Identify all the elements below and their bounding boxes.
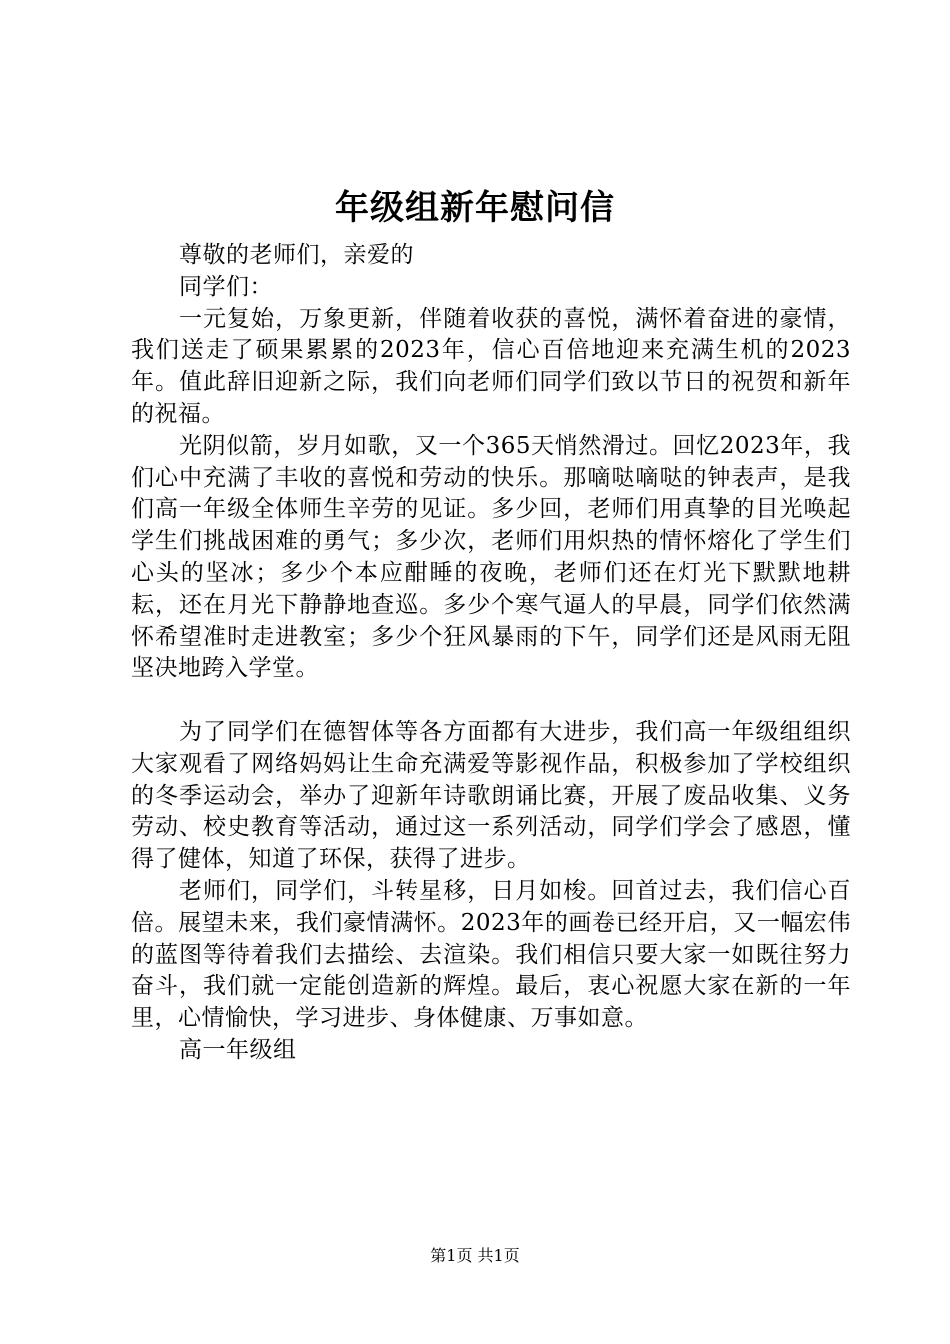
document-title: 年级组新年慰问信 <box>335 188 615 228</box>
paragraph-3: 为了同学们在德智体等各方面都有大进步，我们高一年级组组织大家观看了网络妈妈让生命充满爱等影视作品，积极参加了学校组织的冬季运动会，举办了迎新年诗歌朗诵比赛，开展了废品收集、义务劳动、校史教育等活动，通过这一系列活动，同学们学会了感恩，懂得了健体，知道了环保，获得了进步。 <box>131 718 851 873</box>
signature: 高一年级组 <box>179 1036 297 1063</box>
paragraph-4: 老师们，同学们，斗转星移，日月如梭。回首过去，我们信心百倍。展望未来，我们豪情满怀。2023年的画卷已经开启，又一幅宏伟的蓝图等待着我们去描绘、去渲染。我们相信只要大家一如既往努力奋斗，我们就一定能创造新的辉煌。最后，衷心祝愿大家在新的一年里，心情愉快，学习进步、身体健康、万事如意。 <box>131 877 851 1032</box>
paragraph-2: 光阴似箭，岁月如歌，又一个365天悄然滑过。回忆2023年，我们心中充满了丰收的喜悦和劳动的快乐。那嘀哒嘀哒的钟表声，是我们高一年级全体师生辛劳的见证。多少回，老师们用真挚的目光唤起学生们挑战困难的勇气；多少次，老师们用炽热的情怀熔化了学生们心头的坚冰；多少个本应酣睡的夜晚，老师们还在灯光下默默地耕耘，还在月光下静静地查巡。多少个寒气逼人的早晨，同学们依然满怀希望准时走进教室；多少个狂风暴雨的下午，同学们还是风雨无阻坚决地跨入学堂。 <box>131 432 851 682</box>
salutation-line-1: 尊敬的老师们，亲爱的 <box>179 242 414 268</box>
page-footer: 第1页 共1页 <box>430 1246 520 1265</box>
paragraph-spacer <box>131 685 851 717</box>
salutation-line-2: 同学们： <box>179 273 273 300</box>
paragraph-1: 一元复始，万象更新，伴随着收获的喜悦，满怀着奋进的豪情，我们送走了硕果累累的2023年，信心百倍地迎来充满生机的2023年。值此辞旧迎新之际，我们向老师们同学们致以节日的祝贺和新年的祝福。 <box>131 305 851 427</box>
letter-body <box>131 240 851 1067</box>
